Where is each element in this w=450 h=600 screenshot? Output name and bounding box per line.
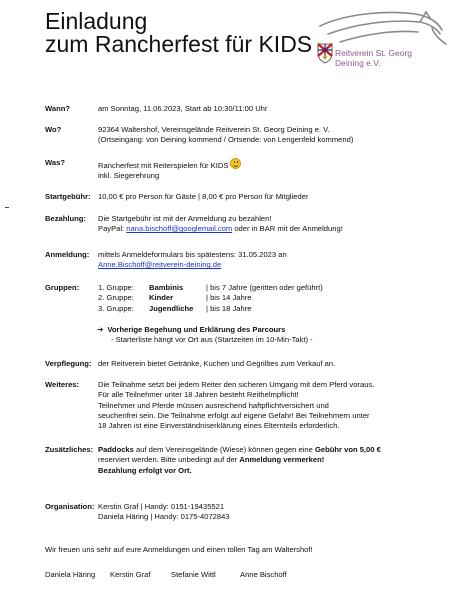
parcours-line-1	[97, 325, 313, 335]
smiley-icon	[230, 158, 241, 169]
anmeldung-vermerken-text: Anmeldung vermerken!	[239, 455, 325, 465]
label-zusaetzliches: Zusätzliches:	[45, 445, 94, 454]
was-line-1-text: Rancherfest mit Reiterspielen für KIDS	[98, 161, 229, 170]
organisation-line: Daniela Häring | Handy: 0175-4072843	[98, 512, 230, 522]
value-weiteres	[98, 380, 450, 431]
group-item	[98, 293, 450, 303]
signature-name: Anne Bischoff	[240, 570, 287, 579]
value-anmeldung	[98, 250, 450, 271]
reserve-text: reserviert werden. Bitte unbedingt auf der	[98, 455, 240, 465]
group-item	[98, 304, 450, 314]
weiteres-line: seuchenfrei sein. Die Teilnahme erfolgt auf eigene Gefahr! Bei Teilnehmern unter	[98, 410, 370, 420]
title-line-1: Einladung	[45, 8, 148, 34]
value-bezahlung	[98, 214, 450, 235]
paypal-email-link[interactable]: nana.bischoff@googlemail.com	[126, 224, 233, 234]
group-number: 1. Gruppe:	[98, 283, 134, 292]
label-startgebuehr: Startgebühr:	[45, 192, 91, 201]
label-gruppen: Gruppen:	[45, 283, 80, 292]
margin-mark	[5, 207, 9, 208]
page-title	[45, 10, 312, 56]
group-name: Bambinis	[149, 283, 184, 292]
was-line-2: inkl. Siegerehrung	[98, 171, 160, 181]
paypal-prefix: PayPal:	[98, 224, 127, 234]
verpflegung-text: der Reitverein bietet Getränke, Kuchen und Gegrilltes zum Verkauf an.	[98, 359, 336, 368]
wann-text: am Sonntag, 11.06.2023, Start ab 10:30/11:00 Uhr	[98, 104, 268, 113]
value-was	[98, 158, 450, 182]
paddocks-mid-text: auf dem Vereinsgelände (Wiese) können gegen eine	[133, 445, 315, 454]
value-verpflegung	[98, 359, 450, 369]
logo-line-1: Reitverein St. Georg	[335, 48, 413, 58]
label-organisation: Organisation:	[45, 502, 95, 511]
label-wann: Wann?	[45, 104, 71, 113]
logo-text	[335, 48, 412, 68]
weiteres-line: 18 Jahren ist eine Einverständniserklärung eines Elternteils erforderlich.	[98, 421, 340, 431]
bezahlung-line-2	[98, 224, 450, 234]
weiteres-line: Für alle Teilnehmer unter 18 Jahren besteht Reithelmpflicht!	[98, 390, 299, 400]
weiteres-line: Die Teilnahme setzt bei jedem Reiter den sicheren Umgang mit dem Pferd voraus.	[98, 380, 375, 389]
startgebuehr-text: 10,00 € pro Person für Gäste | 8,00 € pro Person für Mitglieder	[98, 192, 309, 201]
fee-text: Gebühr von 5,00 €	[314, 445, 381, 454]
group-age: | bis 14 Jahre	[206, 293, 252, 303]
signature-name: Kerstin Graf	[110, 570, 151, 579]
arrow-right-icon: ➔	[97, 325, 104, 334]
anmeldung-email-line	[98, 260, 450, 270]
label-verpflegung: Verpflegung:	[45, 359, 92, 368]
label-wo: Wo?	[45, 125, 62, 134]
group-age: | bis 18 Jahre	[206, 303, 252, 313]
label-anmeldung: Anmeldung:	[45, 250, 90, 259]
signature-name: Stefanie Wittl	[171, 570, 216, 579]
signature-name: Daniela Häring	[45, 570, 96, 579]
group-age: | bis 7 Jahre (geritten oder geführt)	[206, 283, 323, 292]
value-wann	[98, 104, 450, 114]
paddocks-text: Paddocks	[98, 445, 134, 454]
parcours-bold-text: Vorherige Begehung und Erklärung des Parcours	[107, 325, 286, 334]
label-was: Was?	[45, 158, 65, 167]
wo-line-1: 92364 Waltershof, Vereinsgelände Reitverein St. Georg Deining e. V.	[98, 125, 330, 134]
value-wo	[98, 125, 450, 146]
label-bezahlung: Bezahlung:	[45, 214, 86, 223]
parcours-note	[97, 325, 313, 346]
value-startgebuehr	[98, 192, 450, 202]
was-line-1	[98, 158, 450, 171]
zusaetzliches-line-2	[98, 455, 450, 465]
logo-line-2: Deining e.V.	[335, 58, 381, 68]
group-number: 2. Gruppe:	[98, 293, 134, 303]
anmeldung-line-1: mittels Anmeldeformulars bis spätestens: 31.05.2023 an	[98, 250, 287, 259]
value-organisation	[98, 502, 450, 523]
group-name: Kinder	[149, 293, 174, 303]
value-zusaetzliches	[98, 445, 450, 476]
organisation-line: Kerstin Graf | Handy: 0151-19435521	[98, 502, 225, 511]
group-item	[98, 283, 450, 293]
club-crest	[318, 44, 332, 63]
label-weiteres: Weiteres:	[45, 380, 80, 389]
paypal-suffix: oder in BAR mit der Anmeldung!	[232, 224, 343, 234]
weiteres-line: Teilnehmer und Pferde müssen ausreichend haftpflichtversichert und	[98, 400, 329, 410]
horse-head-logo	[320, 12, 446, 44]
gruppen-list	[98, 283, 450, 314]
zusaetzliches-line-3: Bezahlung erfolgt vor Ort.	[98, 465, 192, 475]
group-name: Jugendliche	[149, 303, 194, 313]
closing-text: Wir freuen uns sehr auf eure Anmeldungen und einen tollen Tag am Waltershof!	[45, 545, 313, 554]
wo-line-2: (Ortseingang: von Deining kommend / Ortsende: von Lengenfeld kommend)	[98, 135, 354, 145]
title-line-2: zum Rancherfest für KIDS	[45, 31, 313, 57]
bezahlung-line-1: Die Startgebühr ist mit der Anmeldung zu bezahlen!	[98, 214, 272, 223]
parcours-line-2: - Starterliste hängt vor Ort aus (Startzeiten im 10-Min-Takt) -	[111, 335, 313, 345]
group-number: 3. Gruppe:	[98, 303, 134, 313]
anmeldung-email-link[interactable]: Anne.Bischoff@reitverein-deining.de	[98, 260, 222, 270]
zusaetzliches-line-1	[98, 445, 450, 455]
